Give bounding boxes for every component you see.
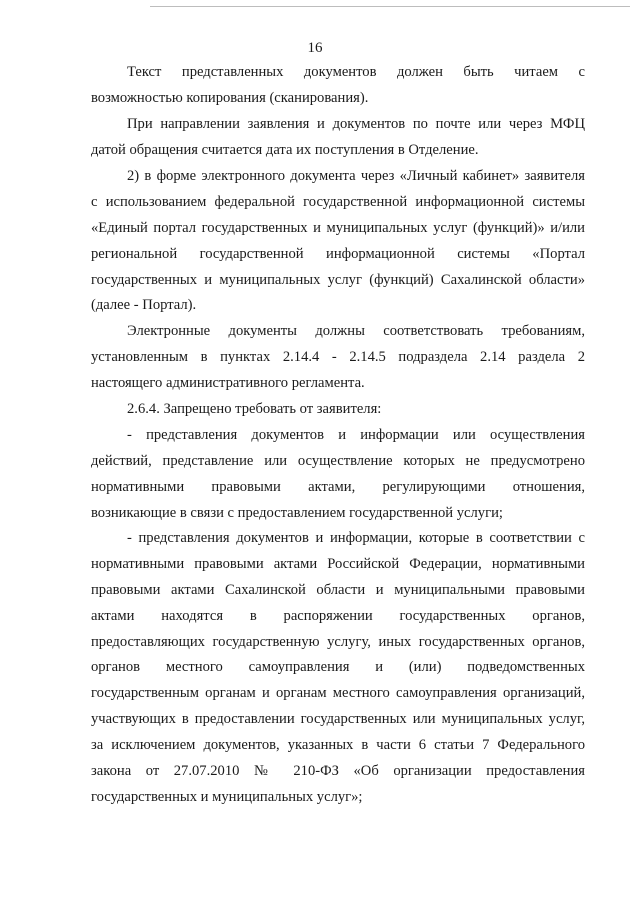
paragraph-p5 — [91, 397, 585, 423]
text-line: При направлении заявления и документов по почте или через МФЦ — [127, 116, 585, 132]
text-line: за исключением документов, указанных в части 6 статьи 7 Федерального — [91, 737, 585, 754]
text-line: датой обращения считается дата их поступления в Отделение. — [91, 141, 479, 158]
text-line: - представления документов и информации или осуществления — [127, 427, 585, 443]
text-line: установленным в пунктах 2.14.4 - 2.14.5 подраздела 2.14 раздела 2 — [91, 348, 585, 365]
paragraph-p3 — [91, 164, 585, 319]
page-number: 16 — [307, 40, 323, 56]
text-line: Текст представленных документов должен быть читаем с — [127, 64, 585, 80]
text-line: Электронные документы должны соответствовать требованиям, — [127, 323, 585, 339]
text-line: (далее - Портал). — [91, 297, 197, 314]
text-line: региональной государственной информационной системы «Портал — [91, 245, 585, 262]
paragraph-p4 — [91, 319, 585, 397]
text-line: возникающие в связи с предоставлением государственной услуги; — [91, 504, 503, 521]
text-line: закона от 27.07.2010 № 210-ФЗ «Об организации предоставления — [91, 763, 585, 780]
text-line: возможностью копирования (сканирования). — [91, 89, 369, 106]
text-line: нормативными правовыми актами, регулирующими отношения, — [91, 478, 585, 495]
text-line: действий, представление или осуществление которых не предусмотрено — [91, 452, 585, 469]
text-line: 2.6.4. Запрещено требовать от заявителя: — [127, 401, 382, 417]
text-line: государственных и муниципальных услуг»; — [91, 788, 363, 805]
text-line: участвующих в предоставлении государственных или муниципальных услуг, — [91, 711, 585, 728]
text-line: государственных и муниципальных услуг (функций) Сахалинской области» — [91, 271, 585, 288]
text-line: актами находятся в распоряжении государственных органов, — [91, 607, 585, 624]
paragraph-p1 — [91, 60, 585, 112]
text-line: предоставляющих государственную услугу, иных государственных органов, — [91, 633, 585, 650]
scan-top-edge-line — [150, 6, 630, 7]
paragraph-p2 — [91, 112, 585, 164]
text-line: 2) в форме электронного документа через «Личный кабинет» заявителя — [127, 168, 585, 184]
text-line: государственным органам и органам местного самоуправления организаций, — [91, 685, 585, 702]
text-line: настоящего административного регламента. — [91, 374, 365, 391]
paragraph-p6 — [91, 423, 585, 527]
paragraph-p7 — [91, 526, 585, 811]
text-line: правовыми актами Сахалинской области и муниципальными правовыми — [91, 581, 585, 598]
text-line: органов местного самоуправления и (или) подведомственных — [91, 659, 585, 676]
text-line: «Единый портал государственных и муниципальных услуг (функций)» и/или — [91, 219, 585, 236]
text-line: нормативными правовыми актами Российской Федерации, нормативными — [91, 555, 585, 572]
text-line: с использованием федеральной государственной информационной системы — [91, 193, 585, 210]
text-line: - представления документов и информации, которые в соответствии с — [127, 530, 585, 546]
